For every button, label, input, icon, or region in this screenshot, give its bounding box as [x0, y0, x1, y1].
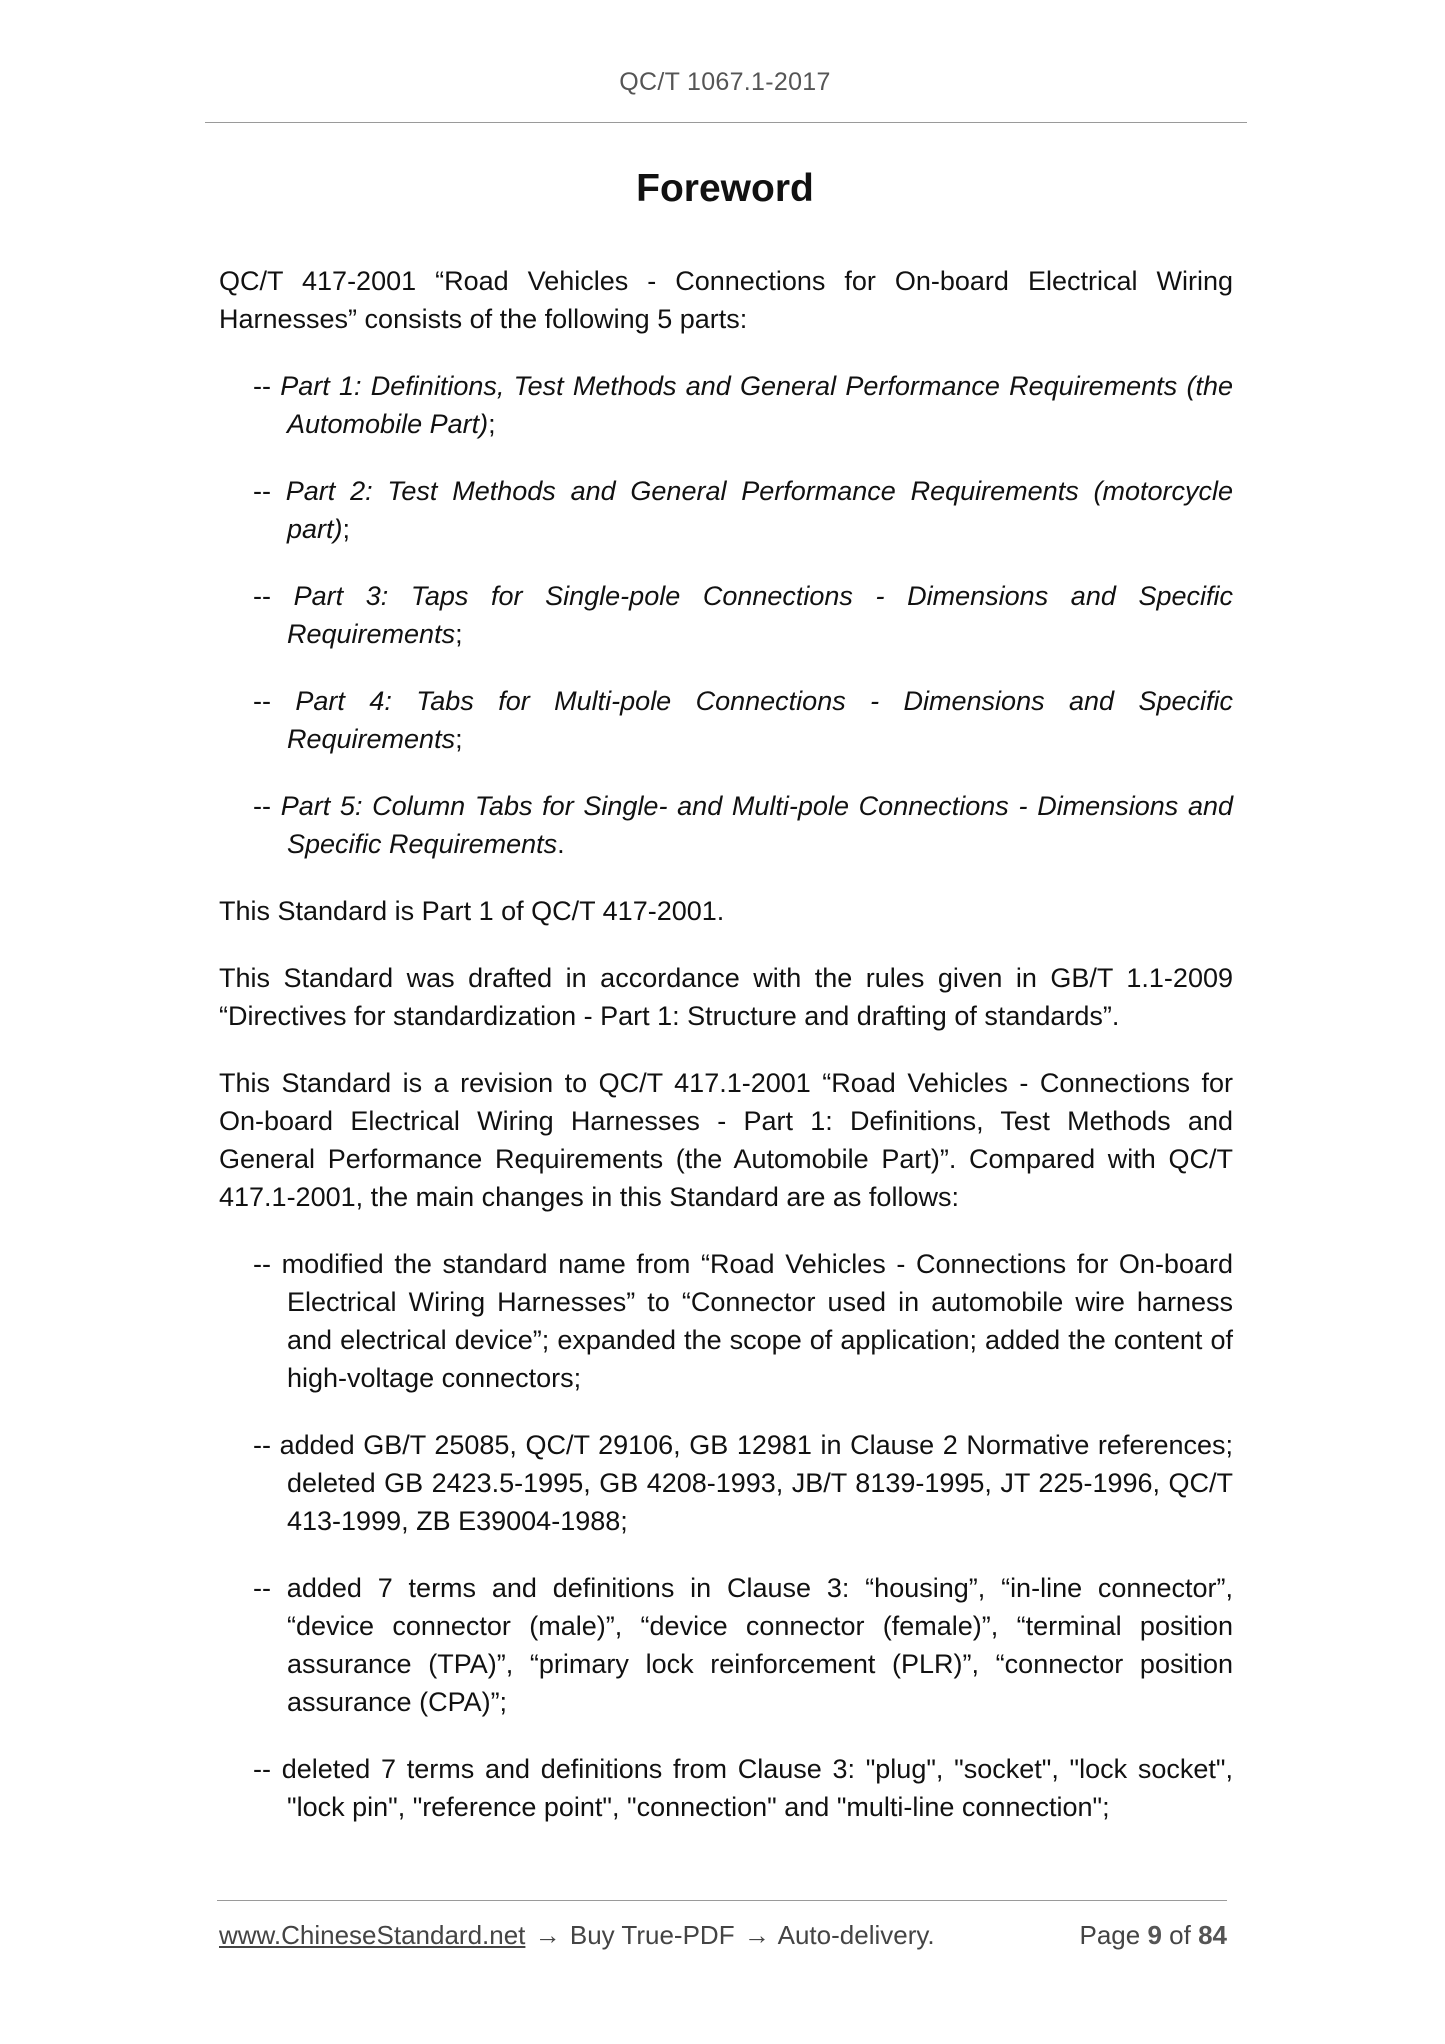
page-number	[1079, 1920, 1227, 1951]
foreword-body	[219, 262, 1233, 1855]
page-current: 9	[1147, 1920, 1162, 1950]
change-list-item: -- added GB/T 25085, QC/T 29106, GB 12981 in Clause 2 Normative references; deleted GB 2423.5-1995, GB 4208-1993, JB/T 8139-1995, JT 225-1996, QC/T 413-1999, ZB E39004-1988;	[253, 1430, 1233, 1536]
of-label: of	[1169, 1920, 1191, 1950]
part-list-item: -- Part 3: Taps for Single-pole Connections - Dimensions and Specific Requirements;	[253, 581, 1233, 649]
revision-paragraph: This Standard is a revision to QC/T 417.1-2001 “Road Vehicles - Connections for On-board Electrical Wiring Harnesses - Part 1: Definitions, Test Methods and General Performance Requirements (the Automobile Part)”. Compared with QC/T 417.1-2001, the main changes in this Standard are as follows:	[219, 1068, 1233, 1212]
footer-promo	[219, 1920, 935, 1951]
page-label: Page	[1079, 1920, 1141, 1950]
page-title: Foreword	[636, 167, 814, 210]
arrow-right-icon: →	[534, 1920, 561, 1950]
standard-code-header: QC/T 1067.1-2017	[619, 68, 831, 96]
site-link[interactable]: www.ChineseStandard.net	[219, 1920, 526, 1950]
page-footer	[219, 1920, 1227, 1954]
change-list-item: -- added 7 terms and definitions in Clause 3: “housing”, “in-line connector”, “device connector (male)”, “device connector (female)”, “terminal position assurance (TPA)”, “primary lock reinforcement (PLR)”, “connector position assurance (CPA)”;	[253, 1573, 1233, 1717]
change-list-item: -- deleted 7 terms and definitions from Clause 3: "plug", "socket", "lock socket", "lock pin", "reference point", "connection" and "multi-line connection";	[253, 1754, 1233, 1822]
part-list-item: -- Part 4: Tabs for Multi-pole Connections - Dimensions and Specific Requirements;	[253, 686, 1234, 754]
header-divider	[205, 122, 1247, 123]
part-of-paragraph: This Standard is Part 1 of QC/T 417-2001.	[219, 896, 725, 926]
part-list-item: -- Part 1: Definitions, Test Methods and General Performance Requirements (the Automobile Part);	[253, 371, 1233, 439]
page-total: 84	[1198, 1920, 1227, 1950]
intro-paragraph: QC/T 417-2001 “Road Vehicles - Connections for On-board Electrical Wiring Harnesses” consists of the following 5 parts:	[219, 266, 1233, 334]
part-list-item: -- Part 2: Test Methods and General Performance Requirements (motorcycle part);	[253, 476, 1234, 544]
arrow-right-icon: →	[743, 1920, 770, 1950]
footer-divider	[217, 1900, 1227, 1901]
part-list-item: -- Part 5: Column Tabs for Single- and Multi-pole Connections - Dimensions and Specific Requirements.	[253, 791, 1234, 859]
buy-text: Buy True-PDF	[569, 1920, 735, 1950]
drafting-paragraph: This Standard was drafted in accordance with the rules given in GB/T 1.1-2009 “Directives for standardization - Part 1: Structure and drafting of standards”.	[219, 963, 1233, 1031]
change-list-item: -- modified the standard name from “Road Vehicles - Connections for On-board Electrical Wiring Harnesses” to “Connector used in automobile wire harness and electrical device”; expanded the scope of application; added the content of high-voltage connectors;	[253, 1249, 1233, 1393]
delivery-text: Auto-delivery.	[777, 1920, 935, 1950]
